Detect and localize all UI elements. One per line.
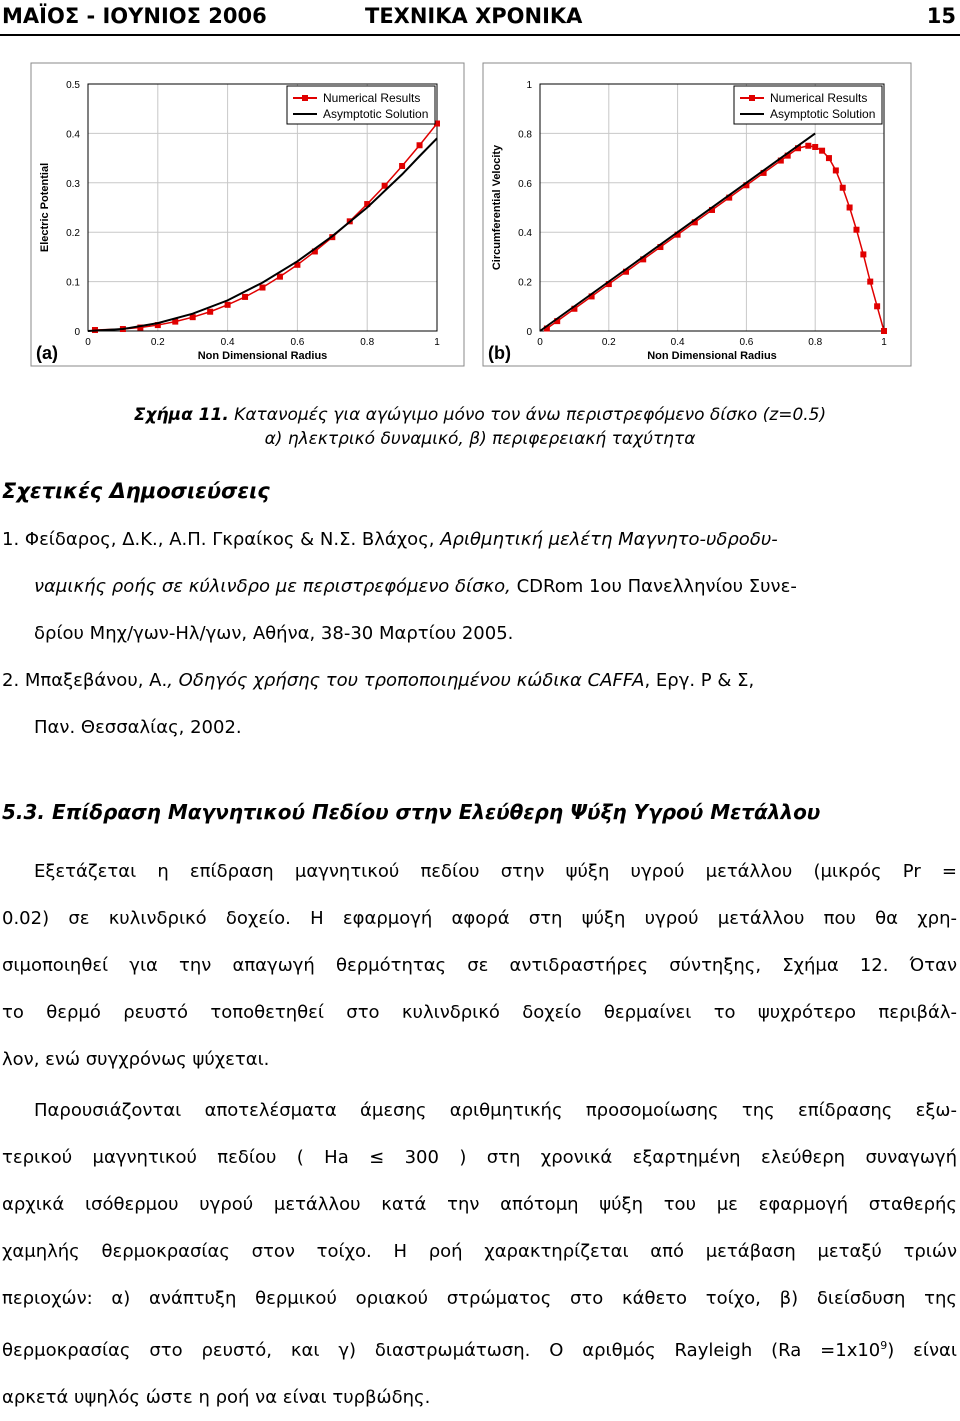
numerical-point	[867, 279, 873, 285]
section-heading: 5.3. Επίδραση Μαγνητικού Πεδίου στην Ελεύθερη Ψύξη Υγρού Μετάλλου	[2, 800, 821, 824]
paragraph-2	[2, 1087, 957, 1421]
x-tick-label: 1	[434, 337, 440, 348]
para2-line: αρχικά ισόθερμου υγρού μετάλλου κατά την απότομη ψύξη του με εφαρμογή σταθερής	[2, 1194, 957, 1215]
y-tick-label: 0.6	[518, 178, 532, 190]
y-tick-label: 0.8	[518, 129, 532, 141]
numerical-point	[826, 155, 832, 161]
ref2-rest-a: , Εργ. Ρ & Σ,	[644, 670, 755, 691]
y-axis-label: Electric Potential	[39, 162, 51, 253]
chart-b-svg	[482, 62, 912, 367]
chart-a-svg	[30, 62, 465, 367]
ref2-title: , Οδηγός χρήσης του τροποποιημένου κώδικα CAFFA	[167, 670, 645, 691]
paragraph-1	[2, 848, 957, 1083]
x-tick-label: 0.8	[360, 337, 375, 348]
y-tick-label: 0	[74, 327, 80, 338]
x-axis-label: Non Dimensional Radius	[197, 350, 328, 362]
legend-entry: Asymptotic Solution	[770, 107, 876, 121]
page-number: 15	[926, 4, 956, 28]
x-tick-label: 0.2	[601, 337, 616, 348]
chart-b	[482, 62, 912, 371]
y-tick-label: 0.4	[66, 129, 80, 141]
y-tick-label: 0.3	[66, 178, 80, 190]
caption-line-2: α) ηλεκτρικό δυναμικό, β) περιφερειακή ταχύτητα	[264, 429, 696, 449]
numerical-point	[812, 144, 818, 150]
numerical-point	[840, 185, 846, 191]
para2-line: αρκετά υψηλός ώστε η ροή να είναι τυρβώδης.	[2, 1387, 431, 1408]
x-axis-label: Non Dimensional Radius	[647, 350, 777, 362]
exponent: 9	[880, 1339, 888, 1352]
para1-line: 0.02) σε κυλινδρικό δοχείο. Η εφαρμογή αφορά στη ψύξη υγρού μετάλλου που θα χρη-	[2, 908, 957, 929]
ref2-rest-b: Παν. Θεσσαλίας, 2002.	[34, 717, 242, 738]
reference-2	[2, 657, 957, 751]
legend-entry: Numerical Results	[323, 91, 421, 105]
para2-line: τερικού μαγνητικού πεδίου ( Ha ≤ 300 ) στη χρονικά εξαρτημένη ελεύθερη συναγωγή	[2, 1147, 957, 1168]
para1-line: το θερμό ρευστό τοποθετηθεί στο κυλινδρικό δοχείο θερμαίνει το ψυχρότερο περιβάλ-	[2, 1002, 957, 1023]
figure-caption	[0, 405, 960, 449]
y-tick-label: 0.2	[66, 228, 80, 240]
numerical-point	[242, 294, 248, 300]
x-tick-label: 0	[537, 337, 543, 348]
x-tick-label: 1	[881, 337, 887, 348]
header-date: ΜΑΪΟΣ - ΙΟΥΝΙΟΣ 2006	[2, 4, 267, 28]
y-tick-label: 1	[526, 80, 532, 91]
y-tick-label: 0.4	[518, 228, 532, 240]
ref1-rest-b: CDRom 1ου Πανελληνίου Συνε-	[510, 576, 797, 597]
numerical-point	[853, 227, 859, 233]
y-tick-label: 0	[526, 327, 532, 338]
legend-entry: Numerical Results	[770, 91, 868, 105]
numerical-point	[860, 251, 866, 257]
numerical-point	[874, 303, 880, 309]
para2-line-text: θερμοκρασίας στο ρευστό, και γ) διαστρωμάτωση. Ο αριθμός Rayleigh (Ra =1x10	[2, 1340, 881, 1361]
numerical-point	[833, 167, 839, 173]
numerical-point	[260, 285, 266, 291]
panel-label: (b)	[488, 343, 511, 363]
numerical-point	[207, 309, 213, 315]
related-publications-heading: Σχετικές Δημοσιεύσεις	[2, 479, 270, 503]
header-journal: ΤΕΧΝΙΚΑ ΧΡΟΝΙΚΑ	[365, 4, 583, 28]
y-tick-label: 0.5	[66, 80, 80, 91]
legend-entry: Asymptotic Solution	[323, 107, 429, 121]
para2-line-tail: ) είναι	[887, 1340, 957, 1361]
para1-line: λον, ενώ συγχρόνως ψύχεται.	[2, 1049, 270, 1070]
numerical-point	[805, 143, 811, 149]
page-header	[0, 0, 960, 36]
legend-marker	[302, 95, 308, 101]
y-tick-label: 0.1	[66, 277, 80, 289]
numerical-point	[819, 148, 825, 154]
reference-1	[2, 516, 957, 657]
x-tick-label: 0.4	[670, 337, 685, 348]
ref2-authors: 2. Μπαξεβάνου, Α.	[2, 670, 168, 691]
x-tick-label: 0.6	[290, 337, 305, 348]
x-tick-label: 0.8	[808, 337, 823, 348]
x-tick-label: 0.6	[739, 337, 754, 348]
numerical-point	[277, 274, 283, 280]
legend-marker	[749, 95, 755, 101]
ref1-title-a: Αριθμητική μελέτη Μαγνητο-υδροδυ-	[440, 529, 778, 550]
x-tick-label: 0.4	[220, 337, 235, 348]
numerical-point	[417, 142, 423, 148]
caption-line-1: Κατανομές για αγώγιμο μόνο τον άνω περιστρεφόμενο δίσκο (z=0.5)	[228, 405, 827, 425]
y-axis-label: Circumferential Velocity	[491, 144, 503, 271]
para2-line-rayleigh	[2, 1322, 957, 1374]
numerical-point	[881, 328, 887, 334]
para1-line: σιμοποιηθεί για την απαγωγή θερμότητας σε αντιδραστήρες σύντηξης, Σχήμα 12. Όταν	[2, 955, 957, 976]
panel-label: (a)	[36, 343, 58, 363]
y-tick-label: 0.2	[518, 277, 532, 289]
chart-a	[30, 62, 465, 371]
numerical-point	[225, 302, 231, 308]
ref1-rest-c: δρίου Μηχ/γων-Ηλ/γων, Αθήνα, 38-30 Μαρτίου 2005.	[34, 623, 514, 644]
x-tick-label: 0	[85, 337, 91, 348]
para2-line: Παρουσιάζονται αποτελέσματα άμεσης αριθμητικής προσομοίωσης της επίδρασης εξω-	[34, 1100, 957, 1121]
numerical-point	[847, 205, 853, 211]
para1-line: Εξετάζεται η επίδραση μαγνητικού πεδίου στην ψύξη υγρού μετάλλου (μικρός Pr =	[34, 861, 957, 882]
para2-line: περιοχών: α) ανάπτυξη θερμικού οριακού στρώματος στο κάθετο τοίχο, β) διείσδυση της	[2, 1288, 957, 1309]
para2-line: χαμηλής θερμοκρασίας στον τοίχο. Η ροή χαρακτηρίζεται από μετάβαση μεταξύ τριών	[2, 1241, 957, 1262]
figure-label: Σχήμα 11.	[133, 405, 229, 425]
ref1-title-b: ναμικής ροής σε κύλινδρο με περιστρεφόμενο δίσκο,	[34, 576, 511, 597]
numerical-point	[399, 163, 405, 169]
ref1-authors: 1. Φείδαρος, Δ.Κ., Α.Π. Γκραίκος & Ν.Σ. Βλάχος,	[2, 529, 441, 550]
x-tick-label: 0.2	[150, 337, 165, 348]
